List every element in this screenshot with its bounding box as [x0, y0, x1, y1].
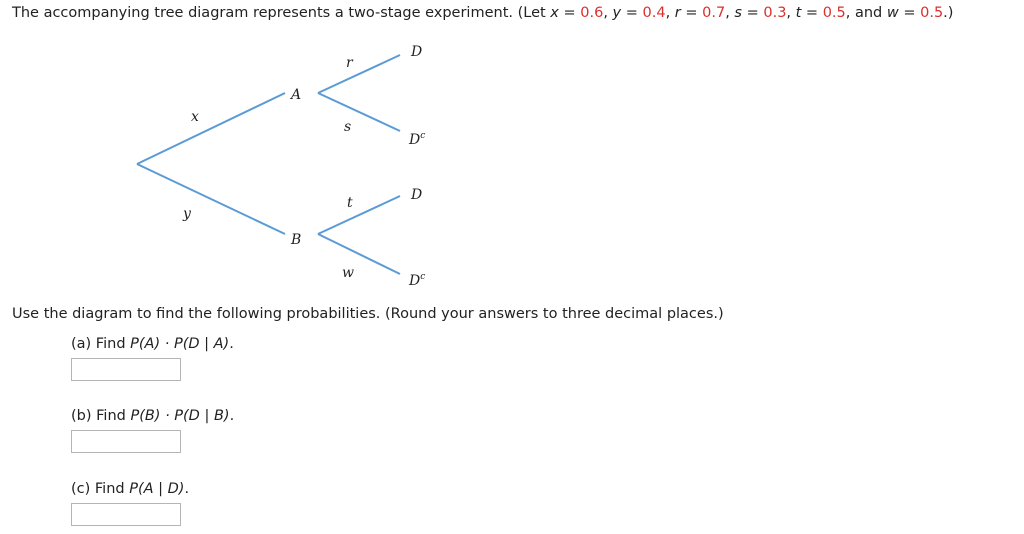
tree-lines — [137, 55, 400, 274]
var-y: y — [612, 5, 622, 21]
question-a-prefix: (a) Find — [71, 336, 131, 352]
question-b-prefix: (b) Find — [71, 408, 131, 424]
answer-c-input[interactable] — [71, 503, 181, 526]
branch-line-x — [137, 93, 285, 164]
label-branch-r: r — [346, 55, 353, 71]
label-node-b: B — [291, 232, 302, 248]
value-w: 0.5 — [920, 5, 944, 21]
answer-b-input[interactable] — [71, 430, 181, 453]
label-branch-t: t — [347, 195, 353, 211]
separator: , — [725, 5, 735, 21]
separator: , — [786, 5, 796, 21]
var-x: x — [550, 5, 559, 21]
question-a-suffix: . — [229, 336, 234, 352]
leaf-dc-sup: c — [420, 272, 426, 282]
question-a-expr: P(A) · P(D | A) — [130, 336, 230, 352]
var-t: t — [795, 5, 802, 21]
equals: = — [558, 5, 581, 21]
label-leaf-d-bottom: D — [411, 187, 423, 203]
label-node-a: A — [291, 87, 302, 103]
question-c — [71, 481, 189, 497]
label-branch-x: x — [191, 109, 199, 125]
value-t: 0.5 — [822, 5, 846, 21]
label-leaf-d-top: D — [411, 44, 423, 60]
separator: , — [665, 5, 675, 21]
leaf-dc-base: D — [409, 273, 421, 289]
question-b-suffix: . — [229, 408, 235, 424]
leaf-dc-base: D — [409, 132, 421, 148]
value-r: 0.7 — [702, 5, 726, 21]
label-branch-y: y — [183, 206, 191, 222]
separator: , — [845, 5, 855, 21]
question-b — [71, 408, 234, 424]
equals: = — [741, 5, 764, 21]
equals: = — [680, 5, 703, 21]
instructions: Use the diagram to find the following probabilities. (Round your answers to three decimal places.) — [12, 306, 724, 322]
question-a — [71, 336, 234, 352]
label-branch-w: w — [342, 265, 354, 281]
separator: , — [603, 5, 613, 21]
label-leaf-dc-bottom — [408, 272, 425, 289]
and-word: and — [854, 5, 883, 21]
question-c-prefix: (c) Find — [71, 481, 130, 497]
branch-line-w — [318, 234, 400, 274]
question-c-suffix: . — [184, 481, 190, 497]
answer-a-input[interactable] — [71, 358, 181, 381]
var-s: s — [734, 5, 742, 21]
value-y: 0.4 — [642, 5, 666, 21]
label-leaf-dc-top — [408, 131, 425, 148]
var-w: w — [886, 5, 899, 21]
branch-line-y — [137, 164, 285, 234]
question-b-expr: P(B) · P(D | B) — [130, 408, 230, 424]
intro-text: The accompanying tree diagram represents a two-stage experiment. (Let — [12, 5, 551, 21]
leaf-dc-sup: c — [420, 131, 426, 141]
var-r: r — [674, 5, 681, 21]
value-x: 0.6 — [580, 5, 604, 21]
equals: = — [898, 5, 921, 21]
branch-line-r — [318, 55, 400, 93]
branch-line-t — [318, 196, 400, 234]
label-branch-s: s — [344, 119, 352, 135]
equals: = — [801, 5, 823, 21]
question-c-expr: P(A | D) — [129, 481, 185, 497]
closing-paren: .) — [943, 5, 954, 21]
equals: = — [621, 5, 643, 21]
branch-line-s — [318, 93, 400, 131]
value-s: 0.3 — [763, 5, 787, 21]
